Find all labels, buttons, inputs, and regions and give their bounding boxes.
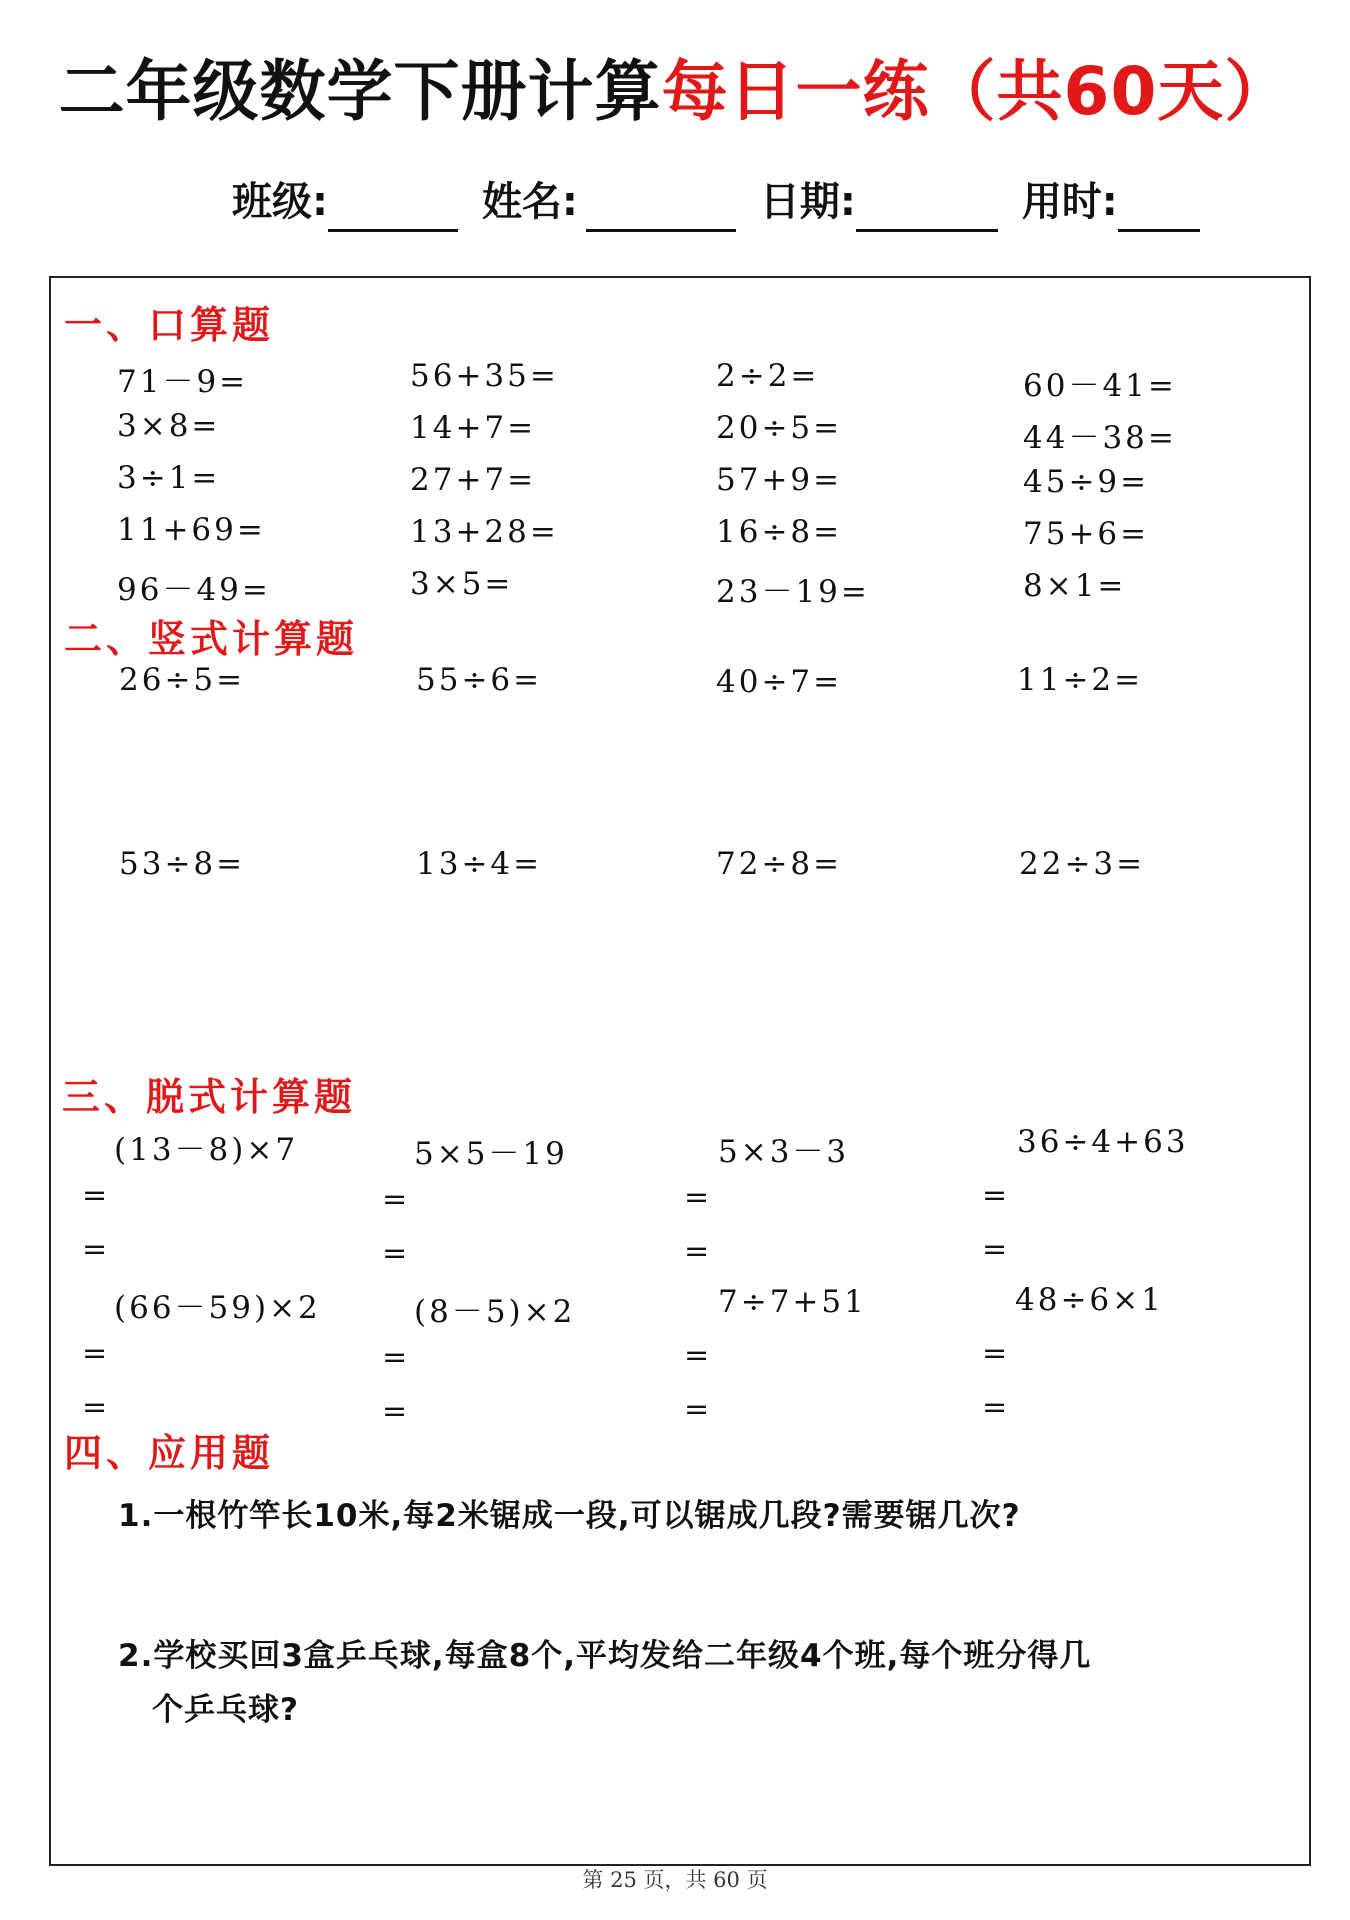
equals-sign: = — [382, 1236, 408, 1271]
stepwise-problem: (13－8)×7 — [114, 1132, 299, 1168]
vertical-problem: 26÷5= — [119, 662, 246, 698]
section-word-problems-heading: 四、应用题 — [64, 1430, 275, 1475]
title-highlight: 每日一练（共60天） — [661, 53, 1292, 130]
equals-sign: = — [382, 1394, 408, 1429]
equals-sign: = — [82, 1390, 108, 1425]
word-problem-2: 2.学校买回3盒乒乓球,每盒8个,平均发给二年级4个班,每个班分得几 — [118, 1638, 1092, 1674]
oral-problem: 3×5= — [410, 566, 514, 602]
page-title — [0, 52, 1350, 132]
class-label: 班级: — [232, 179, 328, 225]
equals-sign: = — [684, 1234, 710, 1269]
oral-problem: 56+35= — [410, 358, 559, 394]
stepwise-problem: 7÷7+51 — [718, 1284, 867, 1320]
class-blank[interactable] — [328, 185, 458, 232]
stepwise-problem: (66－59)×2 — [114, 1290, 321, 1326]
section-stepwise-heading: 三、脱式计算题 — [62, 1074, 357, 1119]
oral-problem: 71－9= — [117, 364, 249, 400]
equals-sign: = — [982, 1336, 1008, 1371]
word-problem-1: 1.一根竹竿长10米,每2米锯成一段,可以锯成几段?需要锯几次? — [118, 1498, 1021, 1534]
vertical-problem: 55÷6= — [416, 662, 543, 698]
oral-problem: 60－41= — [1023, 368, 1177, 404]
equals-sign: = — [382, 1340, 408, 1375]
student-info-line — [232, 172, 1210, 232]
equals-sign: = — [82, 1178, 108, 1213]
oral-problem: 2÷2= — [716, 358, 820, 394]
name-label: 姓名: — [481, 179, 578, 225]
oral-problem: 13+28= — [410, 514, 559, 550]
oral-problem: 3÷1= — [117, 460, 221, 496]
section-vertical-heading: 二、竖式计算题 — [64, 616, 359, 661]
equals-sign: = — [82, 1232, 108, 1267]
date-blank[interactable] — [856, 185, 998, 232]
stepwise-problem: (8－5)×2 — [414, 1294, 576, 1330]
equals-sign: = — [684, 1180, 710, 1215]
vertical-problem: 11÷2= — [1017, 662, 1144, 698]
oral-problem: 11+69= — [117, 512, 266, 548]
oral-problem: 14+7= — [410, 410, 537, 446]
equals-sign: = — [982, 1178, 1008, 1213]
oral-problem: 27+7= — [410, 462, 537, 498]
equals-sign: = — [684, 1338, 710, 1373]
stepwise-problem: 48÷6×1 — [1015, 1282, 1164, 1318]
equals-sign: = — [82, 1336, 108, 1371]
oral-problem: 3×8= — [117, 408, 221, 444]
stepwise-problem: 36÷4+63 — [1017, 1124, 1189, 1160]
oral-problem: 96－49= — [117, 572, 271, 608]
vertical-problem: 72÷8= — [716, 846, 843, 882]
page-footer: 第 25 页，共 60 页 — [582, 1868, 768, 1892]
date-label: 日期: — [759, 179, 856, 225]
oral-problem: 44－38= — [1023, 420, 1177, 456]
vertical-problem: 53÷8= — [119, 846, 246, 882]
oral-problem: 57+9= — [716, 462, 843, 498]
stepwise-problem: 5×5－19 — [414, 1136, 568, 1172]
vertical-problem: 13÷4= — [416, 846, 543, 882]
equals-sign: = — [684, 1392, 710, 1427]
oral-problem: 23－19= — [716, 574, 870, 610]
equals-sign: = — [982, 1232, 1008, 1267]
title-main: 二年级数学下册计算 — [58, 53, 662, 130]
section-oral-heading: 一、口算题 — [64, 302, 275, 347]
vertical-problem: 22÷3= — [1019, 846, 1146, 882]
stepwise-problem: 5×3－3 — [718, 1134, 850, 1170]
time-label: 用时: — [1021, 179, 1118, 225]
name-blank[interactable] — [586, 185, 736, 232]
oral-problem: 45÷9= — [1023, 464, 1150, 500]
time-blank[interactable] — [1118, 185, 1200, 232]
oral-problem: 75+6= — [1023, 516, 1150, 552]
equals-sign: = — [382, 1182, 408, 1217]
vertical-problem: 40÷7= — [716, 664, 843, 700]
equals-sign: = — [982, 1390, 1008, 1425]
oral-problem: 16÷8= — [716, 514, 843, 550]
word-problem-2-continued: 个乒乓球? — [152, 1692, 299, 1728]
oral-problem: 20÷5= — [716, 410, 843, 446]
oral-problem: 8×1= — [1023, 568, 1127, 604]
